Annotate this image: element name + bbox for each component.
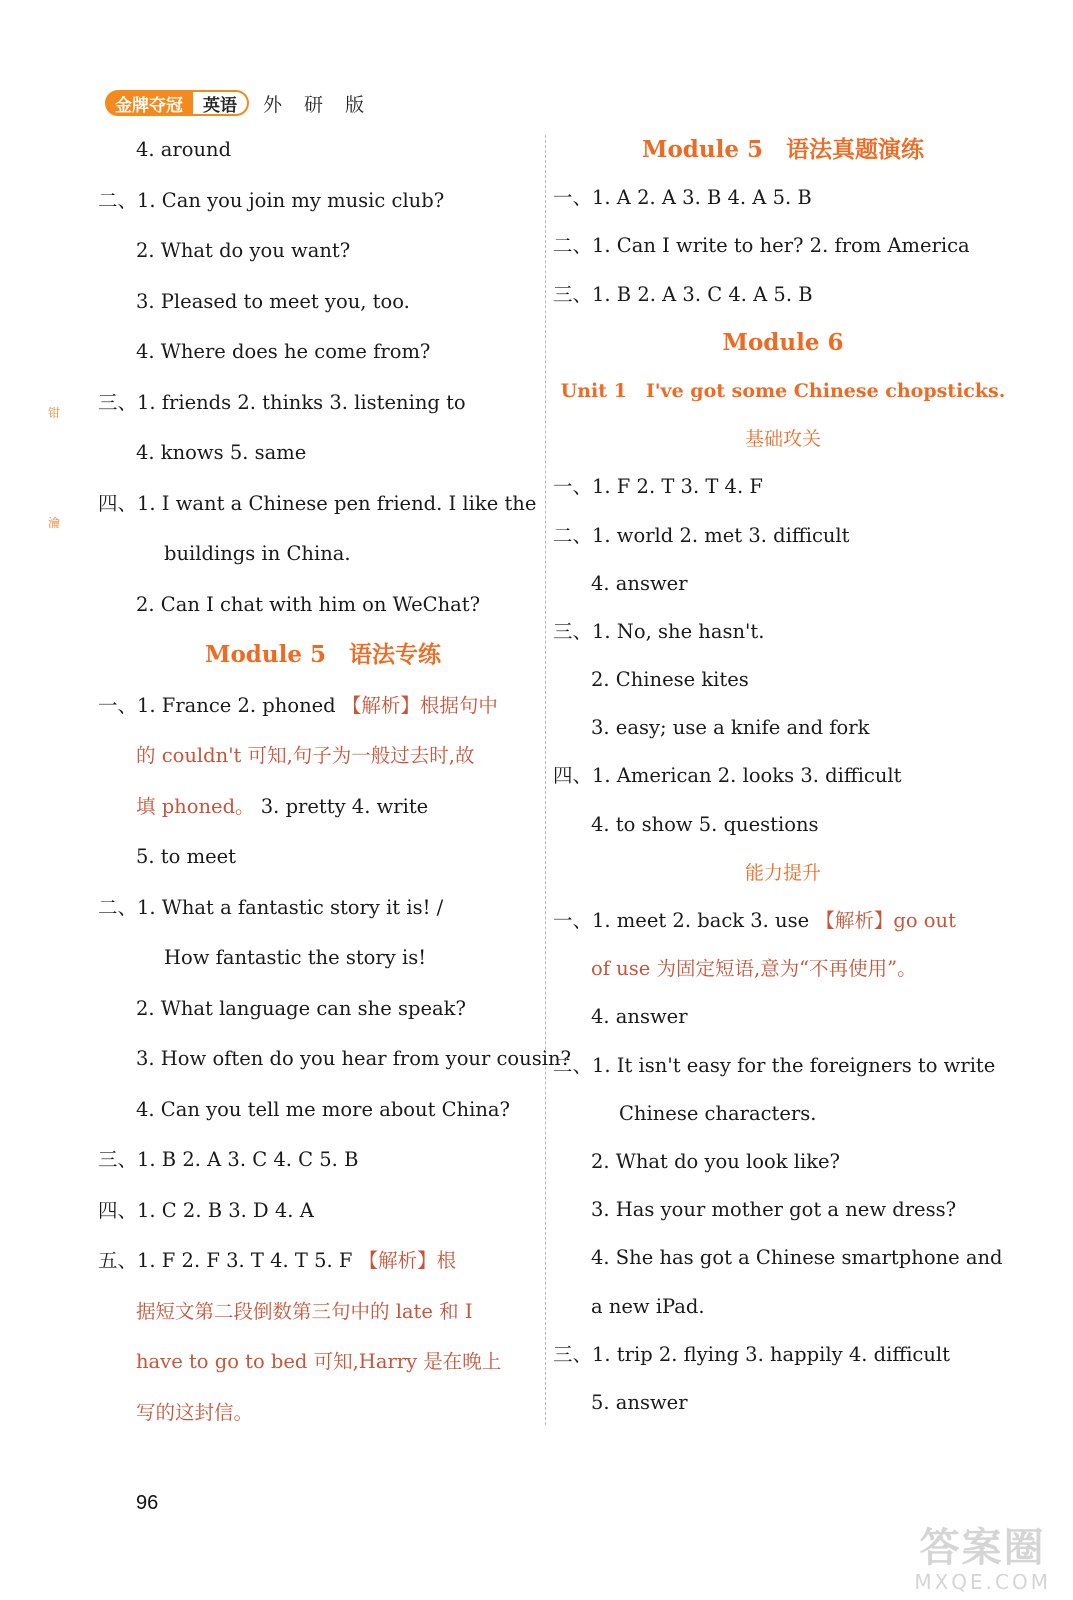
answer-line xyxy=(98,334,548,385)
page-number: 96 xyxy=(136,1492,159,1514)
watermark xyxy=(914,1526,1051,1594)
answer-line xyxy=(98,688,548,739)
answer-text: 一、1. France 2. phoned xyxy=(98,693,342,717)
watermark-title: 答案圈 xyxy=(919,1525,1046,1571)
answer-text: 四、1. I want a Chinese pen friend. I like the xyxy=(98,491,537,515)
answer-line xyxy=(553,1385,1013,1433)
answer-text: 3. Pleased to meet you, too. xyxy=(136,289,410,313)
answer-text: 3. Has your mother got a new dress? xyxy=(591,1198,957,1222)
answer-line xyxy=(98,789,548,840)
watermark-url: MXQE.COM xyxy=(914,1570,1051,1594)
answer-line xyxy=(98,1142,548,1193)
section-heading: Module 5 语法真题演练 xyxy=(642,136,924,163)
answer-line xyxy=(98,587,548,638)
answer-text: 4. Where does he come from? xyxy=(136,340,431,363)
answer-text: 4. around xyxy=(136,138,232,161)
brand-badge: 金牌夺冠 xyxy=(105,90,193,116)
answer-text: 4. She has got a Chinese smartphone and xyxy=(591,1246,1003,1270)
answer-text: 4. answer xyxy=(591,1005,688,1029)
unit-heading: Unit 1 I've got some Chinese chopsticks. xyxy=(560,379,1006,402)
answer-text: 四、1. American 2. looks 3. difficult xyxy=(553,764,902,788)
section-heading: Module 6 xyxy=(722,328,844,356)
answer-line xyxy=(98,1294,548,1345)
answer-line xyxy=(98,1041,571,1092)
answer-text: 2. What do you want? xyxy=(136,239,351,262)
answer-text: a new iPad. xyxy=(591,1294,705,1318)
left-column xyxy=(98,132,571,1445)
answer-text: 3. How often do you hear from your cousin? xyxy=(136,1047,571,1070)
answer-text: 3. pretty 4. write xyxy=(254,794,429,818)
answer-line xyxy=(98,183,548,234)
answer-text: 三、1. friends 2. thinks 3. listening to xyxy=(98,390,466,414)
answer-text: 三、1. B 2. A 3. C 4. A 5. B xyxy=(553,282,813,306)
answer-text: Chinese characters. xyxy=(619,1101,817,1125)
margin-mark: 瀹 xyxy=(48,516,61,530)
explanation-note: 写的这封信。 xyxy=(136,1400,254,1424)
answer-line xyxy=(553,662,1013,710)
answer-text: 一、1. A 2. A 3. B 4. A 5. B xyxy=(553,186,812,210)
answer-line xyxy=(98,1395,548,1446)
subsection-heading: 基础攻关 xyxy=(744,428,821,451)
answer-line xyxy=(98,991,548,1042)
answer-text: 一、1. meet 2. back 3. use xyxy=(553,909,816,932)
answer-line xyxy=(553,180,1013,228)
explanation-note: have to go to bed 可知,Harry 是在晚上 xyxy=(136,1350,502,1373)
answer-line xyxy=(553,758,1013,806)
answer-text: 5. answer xyxy=(591,1390,688,1414)
answer-line xyxy=(553,710,1013,758)
answer-text: 3. easy; use a knife and fork xyxy=(591,716,870,740)
right-column xyxy=(553,132,1013,1433)
answer-text: 二、1. Can I write to her? 2. from America xyxy=(553,234,970,258)
answer-line xyxy=(98,1092,548,1143)
answer-line xyxy=(98,738,548,789)
explanation-note: 【解析】根 xyxy=(358,1249,457,1272)
answer-text: 2. Can I chat with him on WeChat? xyxy=(136,592,481,616)
answer-text: 一、1. F 2. T 3. T 4. F xyxy=(553,475,763,499)
explanation-note: 据短文第二段倒数第三句中的 late 和 I xyxy=(136,1299,473,1323)
answer-line xyxy=(98,435,548,486)
answer-text: 4. knows 5. same xyxy=(136,441,307,464)
answer-text: 2. What language can she speak? xyxy=(136,996,466,1020)
answer-text: 4. to show 5. questions xyxy=(591,812,819,836)
explanation-note: 填 phoned。 xyxy=(136,794,255,818)
answer-line xyxy=(553,1240,1013,1288)
subject-badge: 英语 xyxy=(193,90,249,116)
answer-line xyxy=(553,1337,1013,1385)
answer-line xyxy=(553,518,1013,566)
answer-line xyxy=(553,228,1013,276)
explanation-note: of use 为固定短语,意为“不再使用”。 xyxy=(591,957,917,981)
answer-text: 四、1. C 2. B 3. D 4. A xyxy=(98,1198,314,1222)
answer-line xyxy=(98,132,548,183)
answer-text: buildings in China. xyxy=(164,542,351,565)
answer-line xyxy=(98,940,548,991)
section-heading: Module 5 语法专练 xyxy=(205,641,441,668)
answer-line xyxy=(553,469,1013,517)
answer-text: 2. Chinese kites xyxy=(591,668,749,692)
answer-text: 五、1. F 2. F 3. T 4. T 5. F xyxy=(98,1249,359,1272)
answer-line xyxy=(553,999,1013,1047)
answer-line xyxy=(98,890,548,941)
answer-line xyxy=(553,1048,1013,1096)
answer-text: 二、1. world 2. met 3. difficult xyxy=(553,523,850,547)
answer-text: 二、1. Can you join my music club? xyxy=(98,188,445,212)
answer-line xyxy=(98,486,548,537)
answer-text: 4. answer xyxy=(591,571,688,595)
answer-text: 三、1. No, she hasn't. xyxy=(553,619,765,643)
edition-label: 外 研 版 xyxy=(263,93,373,116)
answer-line xyxy=(553,1289,1013,1337)
answer-line xyxy=(98,284,548,335)
answer-text: 二、1. What a fantastic story it is! / xyxy=(98,895,444,919)
answer-line xyxy=(98,385,548,436)
answer-text: 三、1. B 2. A 3. C 4. C 5. B xyxy=(98,1148,359,1171)
answer-line xyxy=(553,951,1013,999)
book-header xyxy=(105,88,372,118)
answer-line xyxy=(553,277,1013,325)
answer-text: 三、1. trip 2. flying 3. happily 4. difficult xyxy=(553,1342,950,1366)
answer-line xyxy=(553,1192,1013,1240)
answer-text: 2. What do you look like? xyxy=(591,1149,841,1173)
answer-line xyxy=(553,807,1013,855)
answer-line xyxy=(98,1193,548,1244)
answer-line xyxy=(553,566,1013,614)
answer-line xyxy=(98,1243,548,1294)
answer-line xyxy=(98,1344,548,1395)
answer-line xyxy=(98,233,548,284)
subsection-heading: 能力提升 xyxy=(744,861,821,884)
answer-line xyxy=(98,536,548,587)
answer-text: 4. Can you tell me more about China? xyxy=(136,1097,510,1121)
answer-line xyxy=(553,614,1013,662)
explanation-note: 的 couldn't 可知,句子为一般过去时,故 xyxy=(136,744,475,767)
explanation-note: 【解析】go out xyxy=(815,909,956,932)
answer-line xyxy=(98,839,548,890)
margin-mark: 钳 xyxy=(48,406,61,420)
answer-text: 二、1. It isn't easy for the foreigners to write xyxy=(553,1053,996,1077)
explanation-note: 【解析】根据句中 xyxy=(341,693,498,717)
answer-text: How fantastic the story is! xyxy=(164,946,427,969)
answer-line xyxy=(553,1144,1013,1192)
answer-line xyxy=(553,903,1013,951)
answer-text: 5. to meet xyxy=(136,845,236,868)
answer-line xyxy=(553,1096,1013,1144)
